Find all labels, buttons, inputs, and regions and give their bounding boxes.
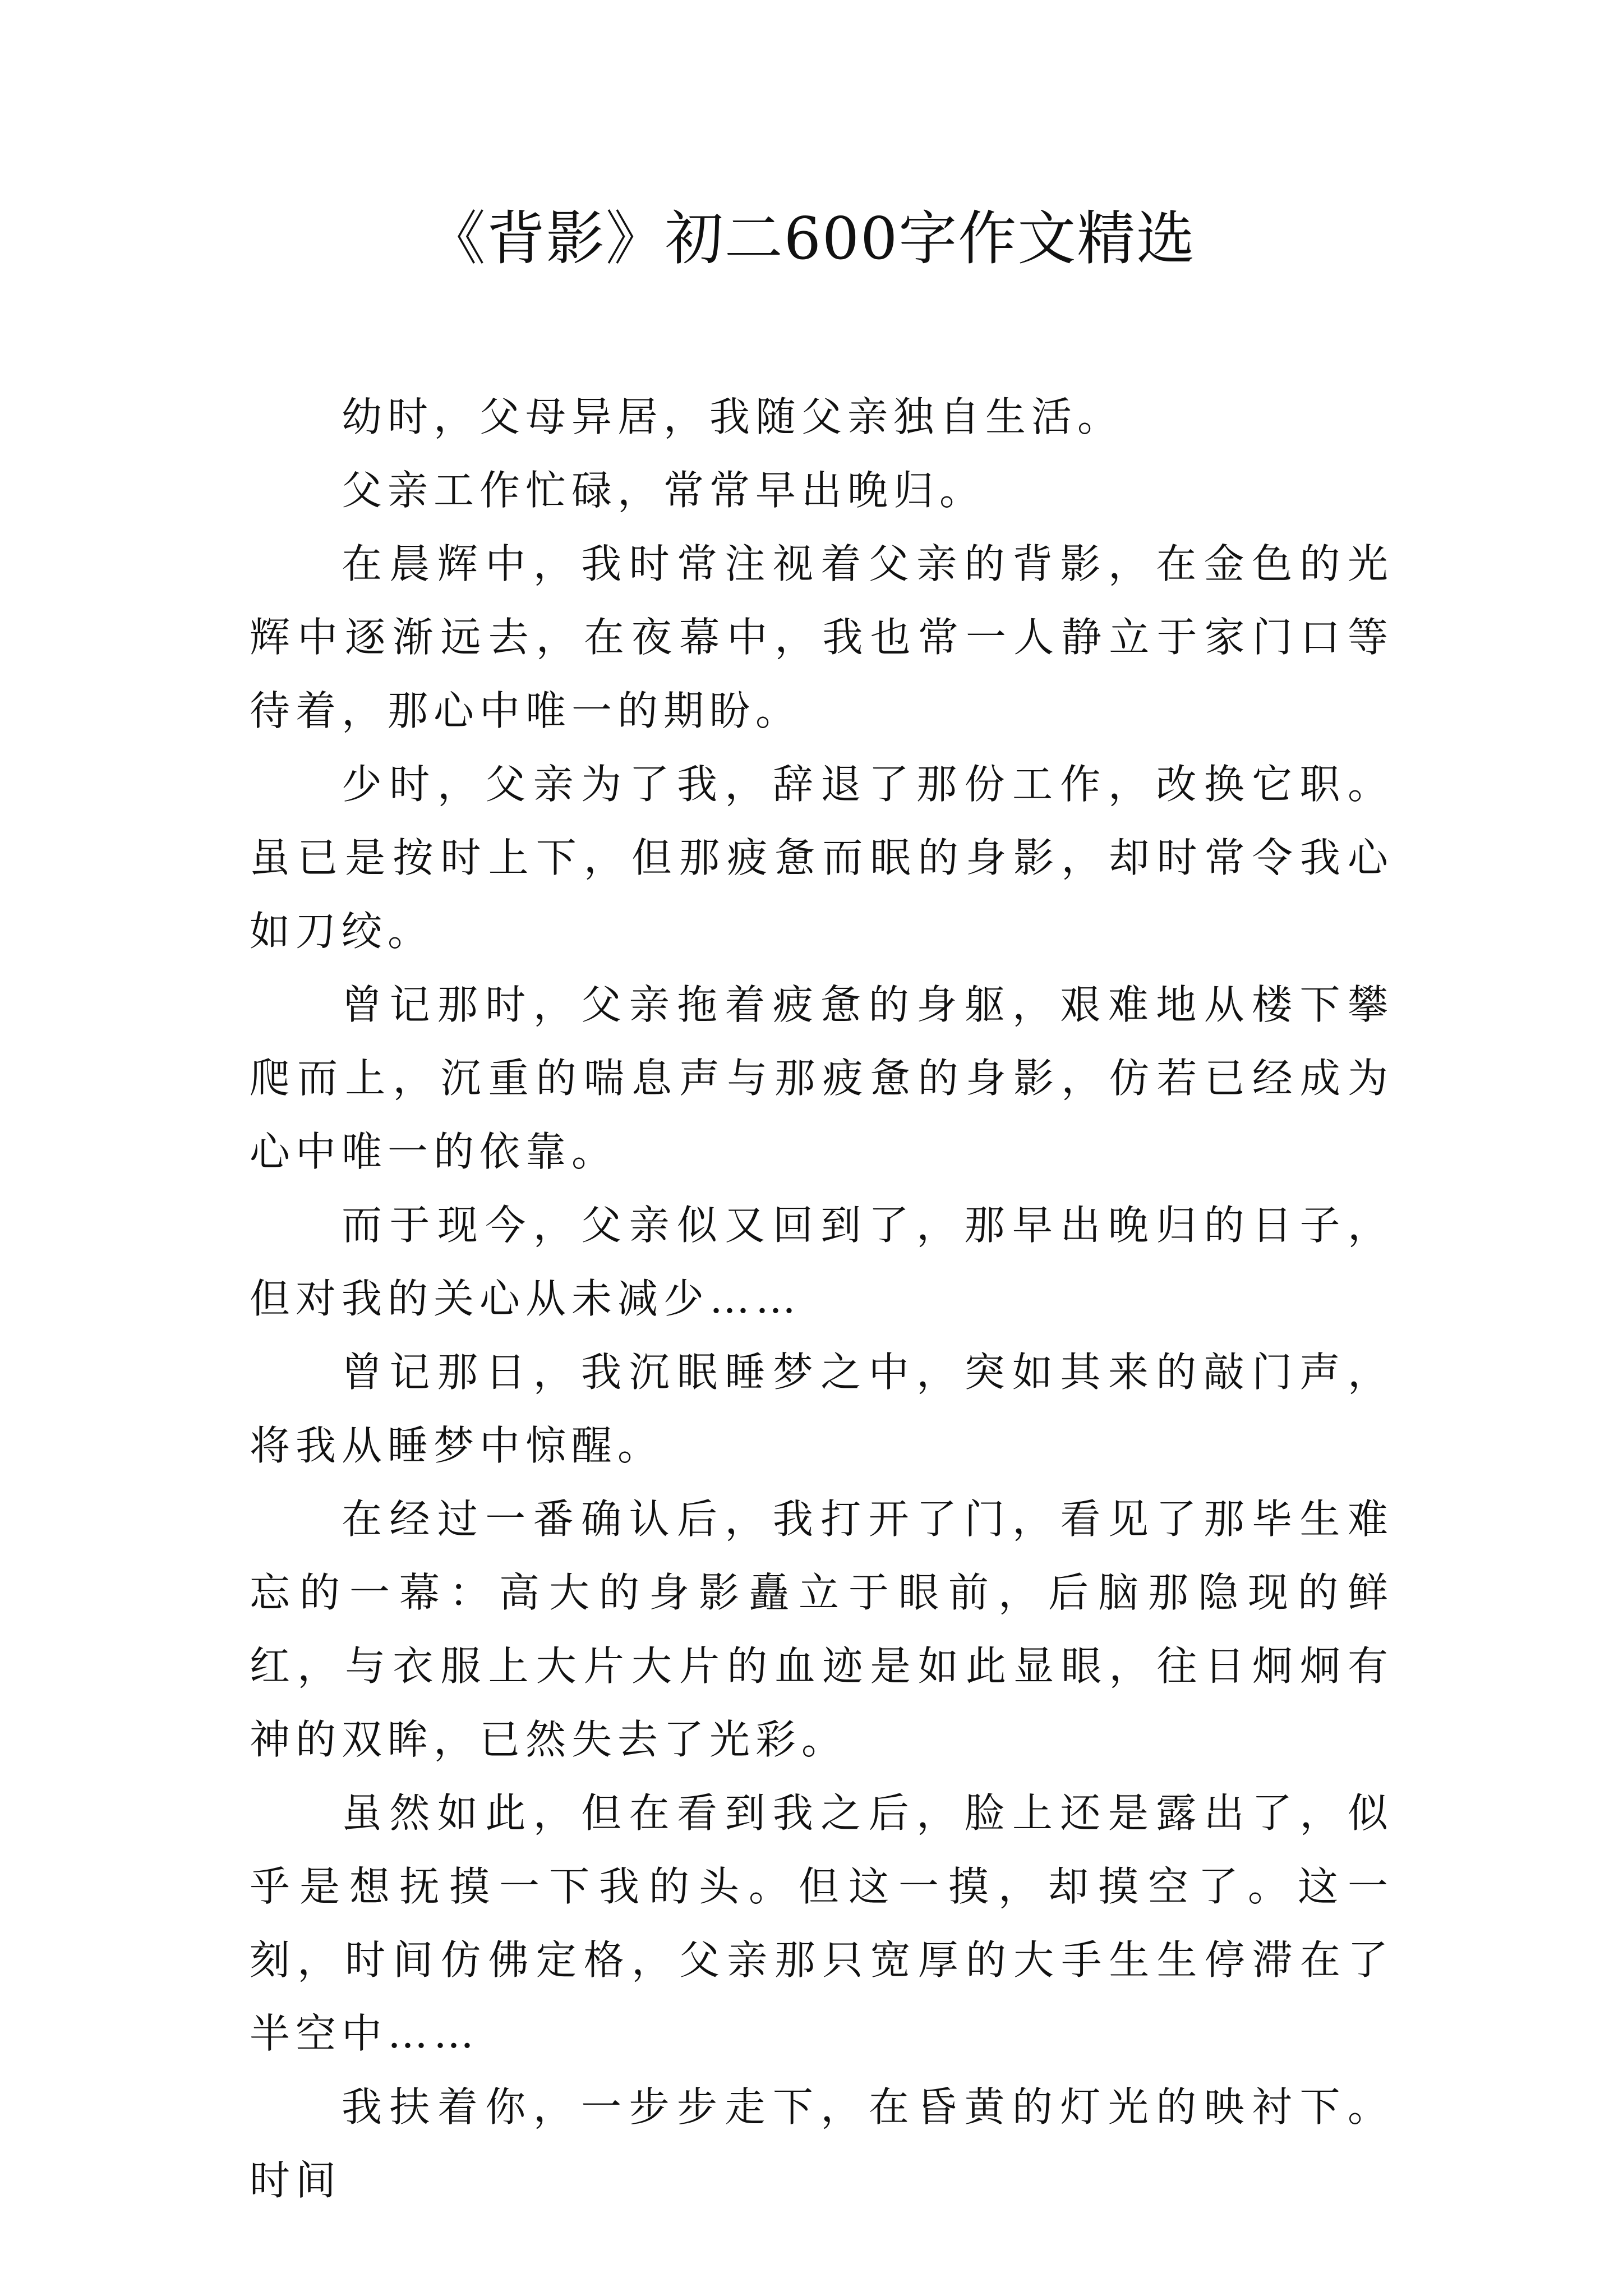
- paragraph: 少时，父亲为了我，辞退了那份工作，改换它职。虽已是按时上下，但那疲惫而眠的身影，却时常令我心如刀绞。: [250, 761, 1394, 955]
- document-body: [250, 380, 1394, 2217]
- document-title: 《背影》初二600字作文精选: [427, 204, 1196, 273]
- paragraph: 父亲工作忙碌，常常早出晚归。: [342, 467, 986, 514]
- paragraph: 曾记那日，我沉眠睡梦之中，突如其来的敲门声，将我从睡梦中惊醒。: [250, 1349, 1394, 1469]
- paragraph: 曾记那时，父亲拖着疲惫的身躯，艰难地从楼下攀爬而上，沉重的喘息声与那疲惫的身影，仿若已经成为心中唯一的依靠。: [250, 981, 1394, 1175]
- paragraph: 在经过一番确认后，我打开了门，看见了那毕生难忘的一幕：高大的身影矗立于眼前，后脑那隐现的鲜红，与衣服上大片大片的血迹是如此显眼，往日炯炯有神的双眸，已然失去了光彩。: [250, 1496, 1394, 1763]
- paragraph: 幼时，父母异居，我随父亲独自生活。: [342, 393, 1124, 440]
- paragraph: 我扶着你，一步步走下，在昏黄的灯光的映衬下。时间: [250, 2083, 1394, 2204]
- paragraph: 虽然如此，但在看到我之后，脸上还是露出了，似乎是想抚摸一下我的头。但这一摸，却摸空了。这一刻，时间仿佛定格，父亲那只宽厚的大手生生停滞在了半空中……: [250, 1789, 1394, 2057]
- paragraph: 在晨辉中，我时常注视着父亲的背影，在金色的光辉中逐渐远去，在夜幕中，我也常一人静立于家门口等待着，那心中唯一的期盼。: [250, 540, 1394, 734]
- paragraph: 而于现今，父亲似又回到了，那早出晚归的日子，但对我的关心从未减少……: [250, 1202, 1394, 1322]
